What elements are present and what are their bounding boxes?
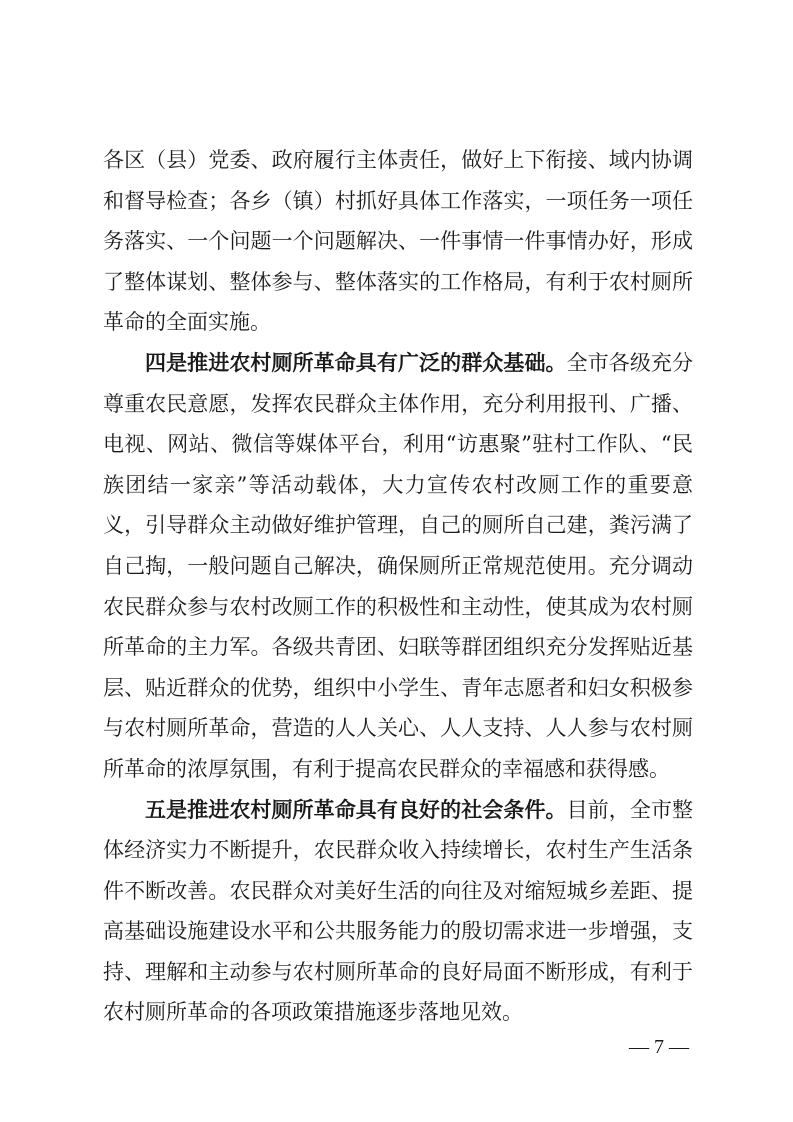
paragraph-body-text: 全市各级充分尊重农民意愿，发挥农民群众主体作用，充分利用报刊、广播、电视、网站、微信等媒体平台，利用“访惠聚”驻村工作队、“民族团结一家亲”等活动载体，大力宣传农村改厕工作的重要意义，引导群众主动做好维护管理，自己的厕所自己建，粪污满了自己掏，一般问题自己解决，确保厕所正常规范使用。充分调动农民群众参与农村改厕工作的积极性和主动性，使其成为农村厕所革命的主力军。各级共青团、妇联等群团组织充分发挥贴近基层、贴近群众的优势，组织中小学生、青年志愿者和妇女积极参与农村厕所革命，营造的人人关心、人人支持、人人参与农村厕所革命的浓厚氛围，有利于提高农民群众的幸福感和获得感。 bbox=[103, 350, 694, 781]
paragraph-body-text: 各区（县）党委、政府履行主体责任，做好上下衔接、域内协调和督导检查；各乡（镇）村抓好具体工作落实，一项任务一项任务落实、一个问题一个问题解决、一件事情一件事情办好，形成了整体谋划、整体参与、整体落实的工作格局，有利于农村厕所革命的全面实施。 bbox=[103, 148, 693, 335]
paragraph-heading-four: 四是推进农村厕所革命具有广泛的群众基础。 bbox=[145, 350, 567, 375]
page-number: — 7 — bbox=[629, 1036, 689, 1058]
paragraph-heading-five: 五是推进农村厕所革命具有良好的社会条件。 bbox=[145, 797, 567, 822]
paragraph-body-text: 目前，全市整体经济实力不断提升，农民群众收入持续增长，农村生产生活条件不断改善。农民群众对美好生活的向往及对缩短城乡差距、提高基础设施建设水平和公共服务能力的殷切需求进一步增强，支持、理解和主动参与农村厕所革命的良好局面不断形成，有利于农村厕所革命的各项政策措施逐步落地见效。 bbox=[103, 797, 694, 1025]
paragraph-continuation bbox=[103, 140, 693, 343]
paragraph-point-five bbox=[103, 790, 693, 1034]
document-body bbox=[103, 140, 693, 1033]
paragraph-point-four bbox=[103, 343, 693, 790]
